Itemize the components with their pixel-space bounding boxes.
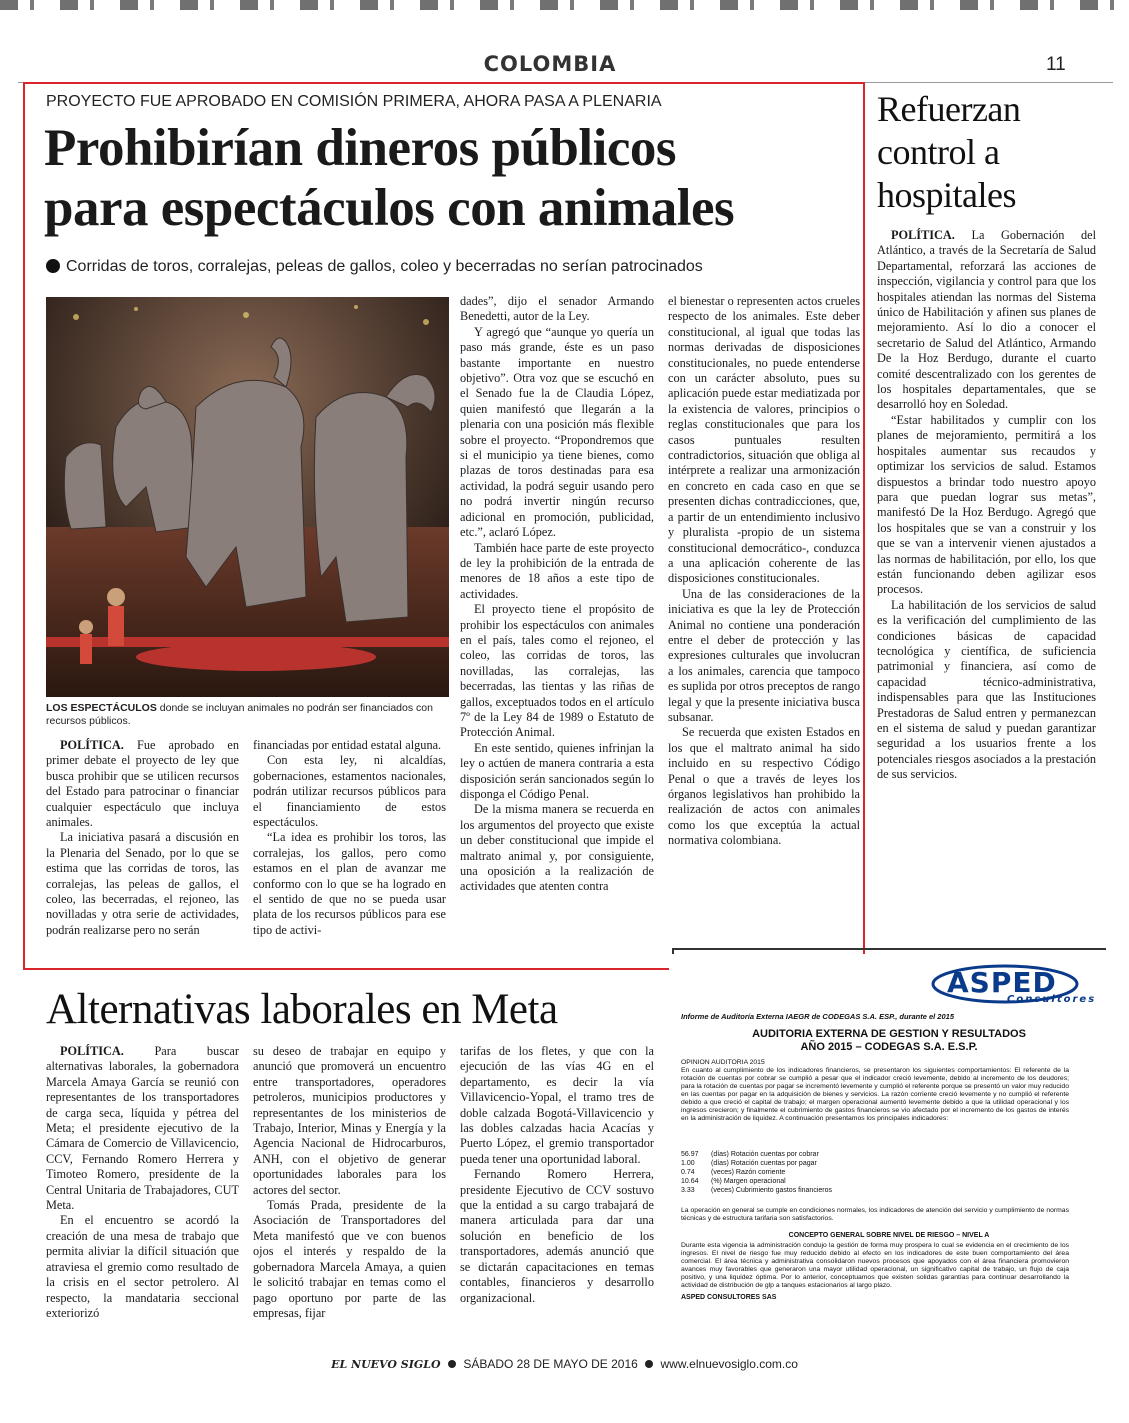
- indicator-label: (veces) Razón corriente: [711, 1169, 786, 1176]
- indicator-label: (días) Rotación cuentas por cobrar: [711, 1151, 819, 1158]
- indicator-label: (%) Margen operacional: [711, 1178, 786, 1185]
- asped-ad: [669, 954, 1109, 1314]
- second-column-2: [253, 1044, 446, 1321]
- indicator-row: [681, 1186, 981, 1195]
- logo-text: ASPED: [947, 966, 1057, 999]
- paragraph: Para buscar alternativas laborales, la gobernadora Marcela Amaya García se reunió con representantes de los transportadores de carga seca, líquida y pétrea del Meta; el presidente ejecutivo de la Cámara de Comercio de Villavicencio, CCV, Fernando Romero Herrera y Timoteo Romero, presidente de la Central Unitaria de Trabajadores, CUT Meta.: [46, 1044, 239, 1213]
- second-column-1: [46, 1044, 239, 1321]
- paragraph: Una de las consideraciones de la iniciativa es que la ley de Protección Animal no contiene una ponderación entre el deber de protección y las expresiones culturales que involucran a los animales, carencia que tampoco es suplida por otros preceptos de rango legal y que la presente iniciativa busca subsanar.: [668, 586, 860, 724]
- paragraph: Y agregó que “aunque yo quería un paso más grande, éste es un paso bastante importante en nuestro objetivo”. Otra voz que se escuchó en el Senado fue la de Claudia López, quien manifestó que llegarán a la plenaria con una posición más flexible sobre el proyecto. “Propondremos que si el municipio ya tiene bienes, como plazas de toros destinadas para esa actividad, la podrá seguir usando pero no podrá invertir ningún recurso adicional en promoción, publicidad, etc.”, aclaró López.: [460, 324, 654, 540]
- indicator-row: [681, 1159, 981, 1168]
- paragraph: financiadas por entidad estatal alguna.: [253, 738, 442, 752]
- lead-tag: POLÍTICA.: [891, 228, 955, 242]
- footer-url: www.elnuevosiglo.com.co: [660, 1357, 798, 1371]
- ad-opinion: [681, 1059, 1069, 1123]
- footer-brand: EL NUEVO SIGLO: [331, 1358, 441, 1371]
- indicator-value: 56.97: [681, 1151, 699, 1158]
- caption-tag: LOS ESPECTÁCULOS: [46, 702, 157, 714]
- indicator-label: (días) Rotación cuentas por pagar: [711, 1160, 817, 1167]
- paragraph: La iniciativa pasará a discusión en la Plenaria del Senado, por lo que se estima que las corridas de toros, las corralejas, las peleas de gallos, el coleo, las becerradas, el rejoneo, las novilladas y otra serie de actividades, podrán realizarse pero no serán: [46, 830, 239, 937]
- article-column-2: [253, 738, 446, 938]
- paragraph: Se recuerda que existen Estados en los que el maltrato animal ha sido incluido en su respectivo Código Penal o que a través de leyes los órganos legislativos han prohibido la realización de actos con animales como los que exceptúa la actual normativa colombiana.: [668, 725, 860, 848]
- paragraph: dades”, dijo el senador Armando Benedetti, autor de la Ley.: [460, 294, 654, 324]
- article-column-1: [46, 738, 239, 938]
- second-headline: Alternativas laborales en Meta: [46, 986, 558, 1033]
- paragraph: De la misma manera se recuerda en los argumentos del proyecto que existe un deber constitucional que impide el maltrato animal y, por consiguiente, una oposición a la realización de actividades que atenten contra: [460, 802, 654, 894]
- lead-tag: POLÍTICA.: [60, 1044, 124, 1058]
- article-column-3: [460, 294, 654, 895]
- section-name: COLOMBIA: [483, 52, 617, 76]
- footer-date: SÁBADO 28 DE MAYO DE 2016: [463, 1357, 638, 1371]
- paragraph: En el encuentro se acordó la creación de una mesa de trabajo que permita aliviar la difícil situación que atraviesa el gremio como resultado de la crisis en el sector petrolero. Al respecto, la mandataria seccional exteriorizó: [46, 1213, 239, 1320]
- paragraph: El proyecto tiene el propósito de prohibir los espectáculos con animales en el país, tales como el rejoneo, el coleo, las corridas de toros, las novilladas, las corralejas, las becerradas, las tientas y las riñas de gallos, exceptuados todos en el artículo 7º de la Ley 84 de 1989 o Estatuto de Protección Animal.: [460, 602, 654, 740]
- paragraph: Fernando Romero Herrera, presidente Ejecutivo de CCV sostuvo que la entidad a su cargo trabajará de manera articulada para dar una solución en beneficio de los transportadores, además anunció que se dictarán capacitaciones en temas contables, financieros y desarrollo organizacional.: [460, 1167, 654, 1305]
- indicator-row: [681, 1168, 981, 1177]
- indicator-label: (veces) Cubrimiento gastos financieros: [711, 1187, 832, 1194]
- paragraph: Con esta ley, ni alcaldías, gobernaciones, estamentos nacionales, podrán utilizar recursos públicos para el financiamiento de estos espectáculos.: [253, 753, 446, 830]
- headline-line-1: Prohibirían dineros públicos: [44, 119, 676, 177]
- paragraph: el bienestar o representen actos crueles respecto de los animales. Este deber constitucional, al igual que todas las normas derivadas de disposiciones constitucionales, no puede entenderse con un carácter absoluto, pues su aplicación puede estar mediatizada por la existencia de valores, principios o reglas constitucionales que para los casos puntuales resulten contradictorios, situación que obliga al intérprete a realizar una armonización en concreto en cada caso en que se presenten dichas contradicciones, que, a partir de un entendimiento inclusivo y pluralista -propio de un sistema constitucional democrático-, conduzca a una aplicación coherente de las disposiciones constitucionales.: [668, 294, 860, 586]
- bullet-icon: [46, 259, 60, 273]
- article-subhead: [46, 258, 703, 276]
- article-headline: [44, 118, 864, 238]
- ad-signature: ASPED CONSULTORES SAS: [681, 1294, 777, 1301]
- ad-intro: Informe de Auditoría Externa IAEGR de CODEGAS S.A. ESP., durante el 2015: [681, 1012, 954, 1021]
- indicator-value: 1.00: [681, 1160, 695, 1167]
- paragraph: La habilitación de los servicios de salud es la verificación del cumplimiento de las condiciones básicas de capacidad tecnológica y científica, de suficiencia patrimonial y financiera, así como de capacidad técnico-administrativa, indispensables para que las Instituciones Prestadoras de Salud entren y permanezcan en el sistema de salud y puedan garantizar seguridad a los usuarios frente a los potenciales riesgos asociados a la prestación de sus servicios.: [877, 597, 1096, 782]
- indicator-row: [681, 1150, 981, 1159]
- opinion-heading: OPINION AUDITORIA 2015: [681, 1059, 765, 1066]
- ad-title-line-1: AUDITORIA EXTERNA DE GESTION Y RESULTADOS: [752, 1028, 1026, 1040]
- paragraph: También hace parte de este proyecto de ley la prohibición de la entrada de menores de 18 años a este tipo de actividades.: [460, 540, 654, 601]
- bullet-icon: [645, 1360, 653, 1368]
- article-kicker: PROYECTO FUE APROBADO EN COMISIÓN PRIMERA, AHORA PASA A PLENARIA: [46, 93, 662, 110]
- indicator-value: 10.64: [681, 1178, 699, 1185]
- second-column-3: [460, 1044, 654, 1306]
- page-footer: [0, 1357, 1129, 1371]
- concept-heading: CONCEPTO GENERAL SOBRE NIVEL DE RIESGO – NIVEL A: [788, 1232, 990, 1239]
- concept-text: Durante esta vigencia la administración condujo la gestión de forma muy prospera lo cual se evidencia en el crecimiento de los ingresos. El nivel de riesgo fue muy reducido debido al efecto en los indicadores de este buen comportamiento del área comercial. El área técnica y administrativa consolidaron nuevos procesos que apoyados con el área financiera promovieron avances muy favorables que generaron una mayor utilidad operacional, un significativo capital de trabajo, un flujo de caja positivo, y una liquidez óptima. Por lo anterior, conceptuamos que existen solidas garantías para continuar desarrollando la actividad de distribución de glp a tanques estacionarios al largo plazo.: [681, 1242, 1069, 1289]
- indicator-list: [681, 1150, 981, 1195]
- paragraph: “Estar habilitados y cumplir con los planes de mejoramiento, permitirá a los hospitales aumentar sus recaudos y optimizar los servicios de salud. Estamos dispuestos a brindar todo nuestro apoyo para que puedan lograr sus metas”, manifestó De la Hoz Berdugo. Agregó que los hospitales que se van a construir y los que se van a intervenir vienen ajustados a las normas de habilitación, por ello, los que están funcionando deben agilizar esos procesos.: [877, 412, 1096, 597]
- lead-tag: POLÍTICA.: [60, 738, 124, 752]
- opinion-text: En cuanto al cumplimiento de los indicadores financieros, se presentaron los siguientes comportamientos: El referente de la rotación de cuentas por cobrar se cumplió a pesar que el indicador creció levemente, debido al incremento de los deudores; para la rotación de cuentas por pagar se incrementó levemente y cumplió el referente porque se presentó un valor muy reducido en las cuentas por pagar en la adquisición de bienes y servicios. La razón corriente creció levemente y no cumplió el referente debido a que creció el capital de trabajo; el margen operacional aumentó levemente debido a que la utilidad operacional y los ingresos crecieron; y finalmente el cubrimiento de gastos financieros se vio afectado por el incremento de los gastos de interés en la administración de liquidez. A continuación presentamos los principales indicadores:: [681, 1067, 1069, 1122]
- article-column-4: [668, 294, 860, 849]
- paragraph: En este sentido, quienes infrinjan la ley o actúen de manera contraria a esta disposición serán sancionados según lo disponga el Código Penal.: [460, 740, 654, 801]
- ad-title-line-2: AÑO 2015 – CODEGAS S.A. E.S.P.: [800, 1041, 978, 1053]
- ad-operation-text: La operación en general se cumple en condiciones normales, los indicadores de atención del servicio y cumplimiento de normas técnicas y de estructura tarifaria son satisfactorios.: [681, 1207, 1069, 1222]
- elephants-photo: [46, 297, 449, 697]
- paragraph: “La idea es prohibir los toros, las corralejas, los gallos, pero como estamos en el plan de avanzar me conformo con lo que se ha logrado en el sentido de que no se pueda usar plata de los recursos públicos para ese tipo de activi-: [253, 830, 446, 937]
- page-number: 11: [1046, 54, 1066, 75]
- indicator-value: 0.74: [681, 1169, 695, 1176]
- paragraph: su deseo de trabajar en equipo y anunció que promoverá un encuentro entre transportadores, operadores petroleros, municipios productores y representantes de los ministerios de Trabajo, Interior, Minas y Energía y la Agencia Nacional de Hidrocarburos, ANH, con el objetivo de generar oportunidades laborales para los actores del sector.: [253, 1044, 446, 1197]
- subhead-text: Corridas de toros, corralejas, peleas de gallos, coleo y becerradas no serían patrocinados: [66, 258, 703, 275]
- elephants-illustration: [46, 297, 449, 697]
- indicator-row: [681, 1177, 981, 1186]
- paragraph: Tomás Prada, presidente de la Asociación de Transportadores del Meta manifestó que ve con buenos ojos el interés y respaldo de la gobernadora Marcela Amaya, a quien le solicitó trabajar en temas como el pago oportuno por parte de las empresas, fijar: [253, 1198, 446, 1320]
- scan-edge: [0, 0, 1129, 10]
- ad-title: [669, 1028, 1109, 1054]
- headline-line-2: para espectáculos con animales: [44, 179, 735, 237]
- paragraph: La Gobernación del Atlántico, a través de la Secretaría de Salud Departamental, reforzará las acciones de inspección, vigilancia y control para que los hospitales atiendan las normas del Sistema único de Habilitación y afinen sus planes de mejoramiento. Así lo dio a conocer el secretario de Salud del Atlántico, Armando De la Hoz Berdugo, durante el cuarto comité descentralizado con los gerentes de los hospitales departamentales, que se desarrolló hoy en Soledad.: [877, 228, 1097, 412]
- photo-caption: [46, 702, 446, 728]
- caption-text: donde se incluyan animales no podrán ser financiados con recursos públicos.: [46, 702, 433, 727]
- asped-logo: [927, 964, 1097, 1008]
- sidebar-headline: Refuerzan control a hospitales: [877, 89, 1021, 215]
- indicator-value: 3.33: [681, 1187, 695, 1194]
- logo-subtext: Consultores: [1007, 994, 1097, 1005]
- sidebar-column: [877, 228, 1096, 783]
- bullet-icon: [448, 1360, 456, 1368]
- paragraph: tarifas de los fletes, y que con la ejecución de las vías 4G en el departamento, es decir la vía Villavicencio-Yopal, el tramo tres de doble calzada Bogotá-Villavicencio y las dobles calzadas hacia Acacías y Puerto López, el gremio transportador pueda tener una oportunidad laboral.: [460, 1044, 654, 1166]
- paragraph: Fue aprobado en primer debate el proyecto de ley que busca prohibir que se utilicen recursos del Estado para patrocinar o financiar cualquier espectáculo que incluya animales.: [46, 738, 239, 830]
